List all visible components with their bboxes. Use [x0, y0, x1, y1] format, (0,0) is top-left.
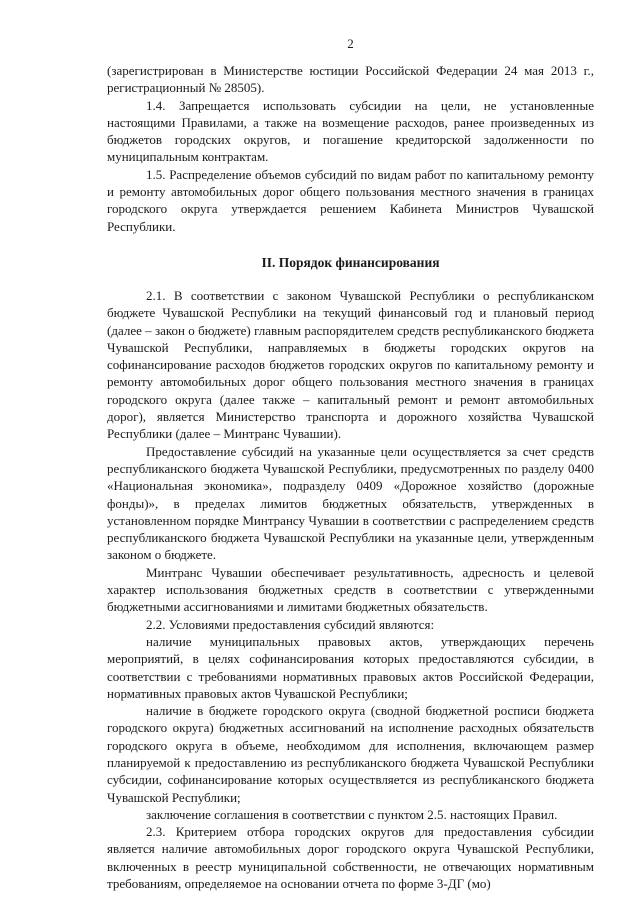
paragraph-condition-agreement: заключение соглашения в соответствии с пунктом 2.5. настоящих Правил.: [146, 806, 558, 822]
paragraph-2-2: 2.2. Условиями предоставления субсидий являются:: [146, 616, 435, 632]
paragraph-2-3: 2.3. Критерием отбора городских округов для предоставления субсидии является наличие автомобильных дорог городского округа Чувашской Республики, включенных в реестр муниципальной собственности, не отвечающих нормативным требованиям, определяемое на основании отчета по форме 3-ДГ (мо): [107, 824, 594, 892]
paragraph-1-4: 1.4. Запрещается использовать субсидии на цели, не установленные настоящими Правилами, а также на возмещение расходов, ранее произведенных из бюджетов городских округов, и погашение кредиторской задолженности по муниципальным контрактам.: [107, 97, 594, 165]
paragraph-1-5: 1.5. Распределение объемов субсидий по видам работ по капитальному ремонту и ремонту автомобильных дорог общего пользования местного значения в границах городского округа утверждается решением Кабинета Министров Чувашской Республики.: [107, 166, 594, 234]
page-number: 2: [347, 36, 354, 51]
paragraph-subsidy-funding: Предоставление субсидий на указанные цели осуществляется за счет средств республиканского бюджета Чувашской Республики, предусмотренных по разделу 0400 «Национальная экономика», подразделу 0409 «Дорожное хозяйство (дорожные фонды)», в пределах лимитов бюджетных обязательств, утвержденных в установленном порядке Минтрансу Чувашии в соответствии с распределением средств республиканского бюджета Чувашской Республики на указанные цели, утвержденным законом о бюджете.: [107, 443, 594, 563]
paragraph-condition-budget: наличие в бюджете городского округа (сводной бюджетной росписи бюджета городского округа) бюджетных ассигнований на исполнение расходных обязательств городского округа в объеме, необходимом для исполнения, включающем размер планируемой к предоставлению из республиканского бюджета Чувашской Республики субсидии, софинансирование которых осуществляется из республиканского бюджета Чувашской Республики;: [107, 703, 594, 805]
section-title: II. Порядок финансирования: [261, 254, 440, 270]
paragraph-condition-legal-acts: наличие муниципальных правовых актов, утверждающих перечень мероприятий, в целях софинансирования которых предоставляются субсидии, в соответствии с требованиями нормативных правовых актов Российской Федерации, нормативных правовых актов Чувашской Республики;: [107, 633, 594, 701]
paragraph-mintrans-responsibility: Минтранс Чувашии обеспечивает результативность, адресность и целевой характер использования бюджетных средств в соответствии с утвержденными бюджетными ассигнованиями и лимитами бюджетных обязательств.: [107, 564, 594, 615]
paragraph-registration: (зарегистрирован в Министерстве юстиции Российской Федерации 24 мая 2013 г., регистрационный № 28505).: [107, 63, 594, 96]
paragraph-2-1: 2.1. В соответствии с законом Чувашской Республики о республиканском бюджете Чувашской Республики на текущий финансовый год и плановый период (далее – закон о бюджете) главным распорядителем средств республиканского бюджета Чувашской Республики, направляемых в бюджеты городских округов на софинансирование расходов бюджетов городских округов по капитальному ремонту и ремонту автомобильных дорог общего пользования местного значения в границах городского округа (далее также – капитальный ремонт и ремонт автомобильных дорог), является Министерство транспорта и дорожного хозяйства Чувашской Республики (далее – Минтранс Чувашии).: [107, 287, 594, 442]
